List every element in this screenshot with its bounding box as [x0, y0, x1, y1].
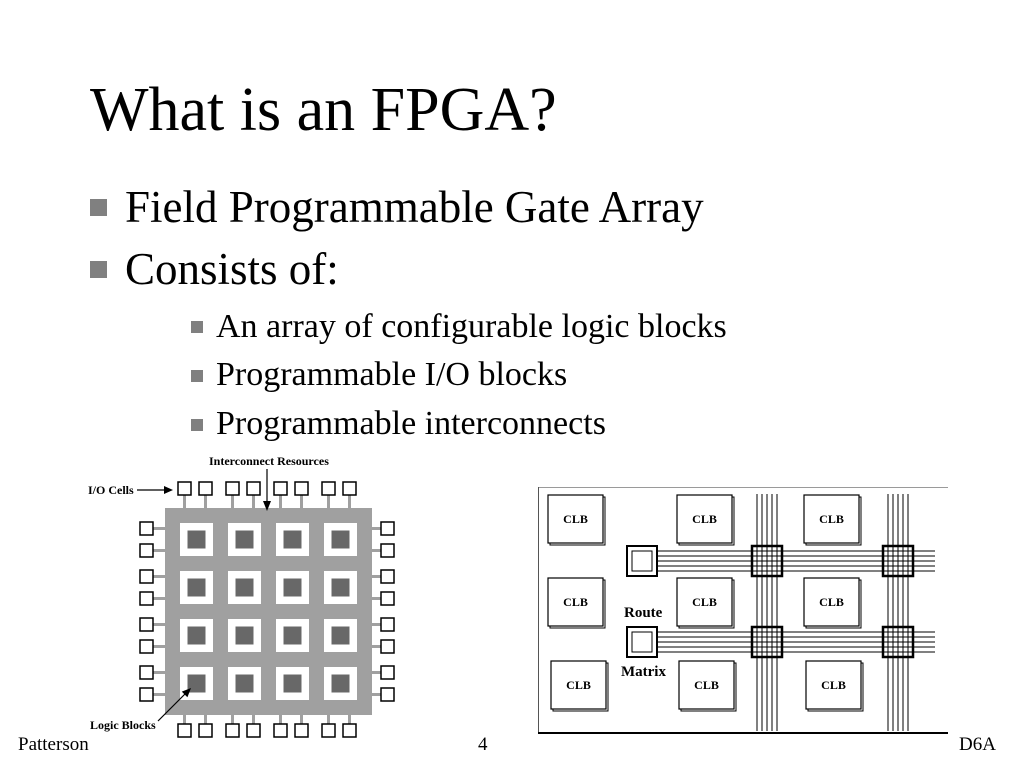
io-cells-label: I/O Cells: [88, 483, 134, 497]
logic-block: [284, 675, 302, 693]
interconnect-resources-label: Interconnect Resources: [209, 454, 329, 468]
clb-label: CLB: [563, 512, 588, 526]
io-cell: [178, 724, 191, 737]
square-bullet-icon: [191, 370, 203, 382]
io-cell: [322, 482, 335, 495]
io-connector: [153, 527, 165, 530]
logic-block: [332, 675, 350, 693]
io-connector: [372, 575, 381, 578]
io-cell: [295, 482, 308, 495]
square-bullet-icon: [191, 419, 203, 431]
io-connector: [372, 527, 381, 530]
io-cell: [381, 544, 394, 557]
clb-label: CLB: [819, 512, 844, 526]
matrix-label: Matrix: [621, 664, 666, 680]
clb-routing-network: [538, 487, 948, 733]
io-connector: [327, 715, 330, 724]
clb-label: CLB: [819, 595, 844, 609]
logic-block: [188, 531, 206, 549]
io-cell: [343, 482, 356, 495]
footer-author: Patterson: [18, 734, 89, 755]
io-cell: [381, 592, 394, 605]
io-connector: [231, 495, 234, 508]
io-connector: [153, 693, 165, 696]
logic-block: [284, 579, 302, 597]
logic-block: [236, 579, 254, 597]
clb-label: CLB: [563, 595, 588, 609]
logic-blocks-label: Logic Blocks: [90, 718, 156, 732]
io-cell: [274, 482, 287, 495]
io-connector: [372, 671, 381, 674]
io-connector: [372, 549, 381, 552]
io-connector: [372, 623, 381, 626]
io-cell: [226, 724, 239, 737]
square-bullet-icon: [191, 321, 203, 333]
io-cell: [247, 482, 260, 495]
io-cell: [140, 666, 153, 679]
io-cell: [226, 482, 239, 495]
page-number: 4: [478, 734, 488, 755]
io-connector: [153, 549, 165, 552]
io-connector: [231, 715, 234, 724]
io-connector: [252, 495, 255, 508]
io-connector: [348, 495, 351, 508]
io-cell: [381, 688, 394, 701]
clb-routing-diagram: [530, 480, 955, 740]
io-connector: [372, 693, 381, 696]
io-connector: [153, 597, 165, 600]
io-cell: [343, 724, 356, 737]
io-connector: [279, 715, 282, 724]
io-connector: [300, 495, 303, 508]
bullet-field-programmable-gate-array: Field Programmable Gate Array: [125, 182, 704, 232]
clb-label: CLB: [821, 678, 846, 692]
io-connector: [252, 715, 255, 724]
logic-block: [236, 531, 254, 549]
io-connector: [153, 623, 165, 626]
io-cell: [140, 522, 153, 535]
arrow-right-icon: [164, 486, 173, 494]
io-cell: [178, 482, 191, 495]
fpga-architecture-diagram: [80, 450, 410, 745]
logic-block: [188, 627, 206, 645]
route-label: Route: [624, 605, 663, 621]
clb-label: CLB: [566, 678, 591, 692]
clb-label: CLB: [694, 678, 719, 692]
sub-bullet-io-blocks: Programmable I/O blocks: [216, 356, 568, 393]
logic-block: [284, 531, 302, 549]
io-connector: [372, 597, 381, 600]
clb-label: CLB: [692, 595, 717, 609]
io-cell: [322, 724, 335, 737]
sub-bullet-interconnects: Programmable interconnects: [216, 405, 606, 442]
io-connector: [279, 495, 282, 508]
io-connector: [153, 645, 165, 648]
io-cell: [140, 570, 153, 583]
slide-title: What is an FPGA?: [90, 76, 557, 144]
io-connector: [300, 715, 303, 724]
io-cell: [199, 724, 212, 737]
io-cell: [295, 724, 308, 737]
sub-bullet-logic-blocks: An array of configurable logic blocks: [216, 308, 727, 345]
io-connector: [153, 575, 165, 578]
logic-block: [332, 531, 350, 549]
fpga-grid: [140, 482, 394, 737]
io-connector: [153, 671, 165, 674]
io-connector: [348, 715, 351, 724]
bullet-consists-of: Consists of:: [125, 244, 339, 294]
io-cell: [381, 618, 394, 631]
logic-block: [236, 627, 254, 645]
logic-block: [332, 627, 350, 645]
io-cell: [381, 570, 394, 583]
io-connector: [183, 715, 186, 724]
io-cell: [140, 544, 153, 557]
io-cell: [140, 592, 153, 605]
io-cell: [381, 522, 394, 535]
clb-label: CLB: [692, 512, 717, 526]
io-cell: [140, 688, 153, 701]
io-cell: [381, 640, 394, 653]
io-connector: [204, 715, 207, 724]
logic-block: [332, 579, 350, 597]
io-cell: [247, 724, 260, 737]
io-connector: [372, 645, 381, 648]
logic-block: [236, 675, 254, 693]
logic-block: [188, 579, 206, 597]
io-connector: [327, 495, 330, 508]
io-connector: [183, 495, 186, 508]
square-bullet-icon: [90, 199, 107, 216]
io-cell: [140, 640, 153, 653]
io-cell: [381, 666, 394, 679]
logic-block: [284, 627, 302, 645]
io-cell: [140, 618, 153, 631]
footer-deck-code: D6A: [959, 734, 996, 755]
io-cell: [199, 482, 212, 495]
io-connector: [204, 495, 207, 508]
io-cell: [274, 724, 287, 737]
square-bullet-icon: [90, 261, 107, 278]
